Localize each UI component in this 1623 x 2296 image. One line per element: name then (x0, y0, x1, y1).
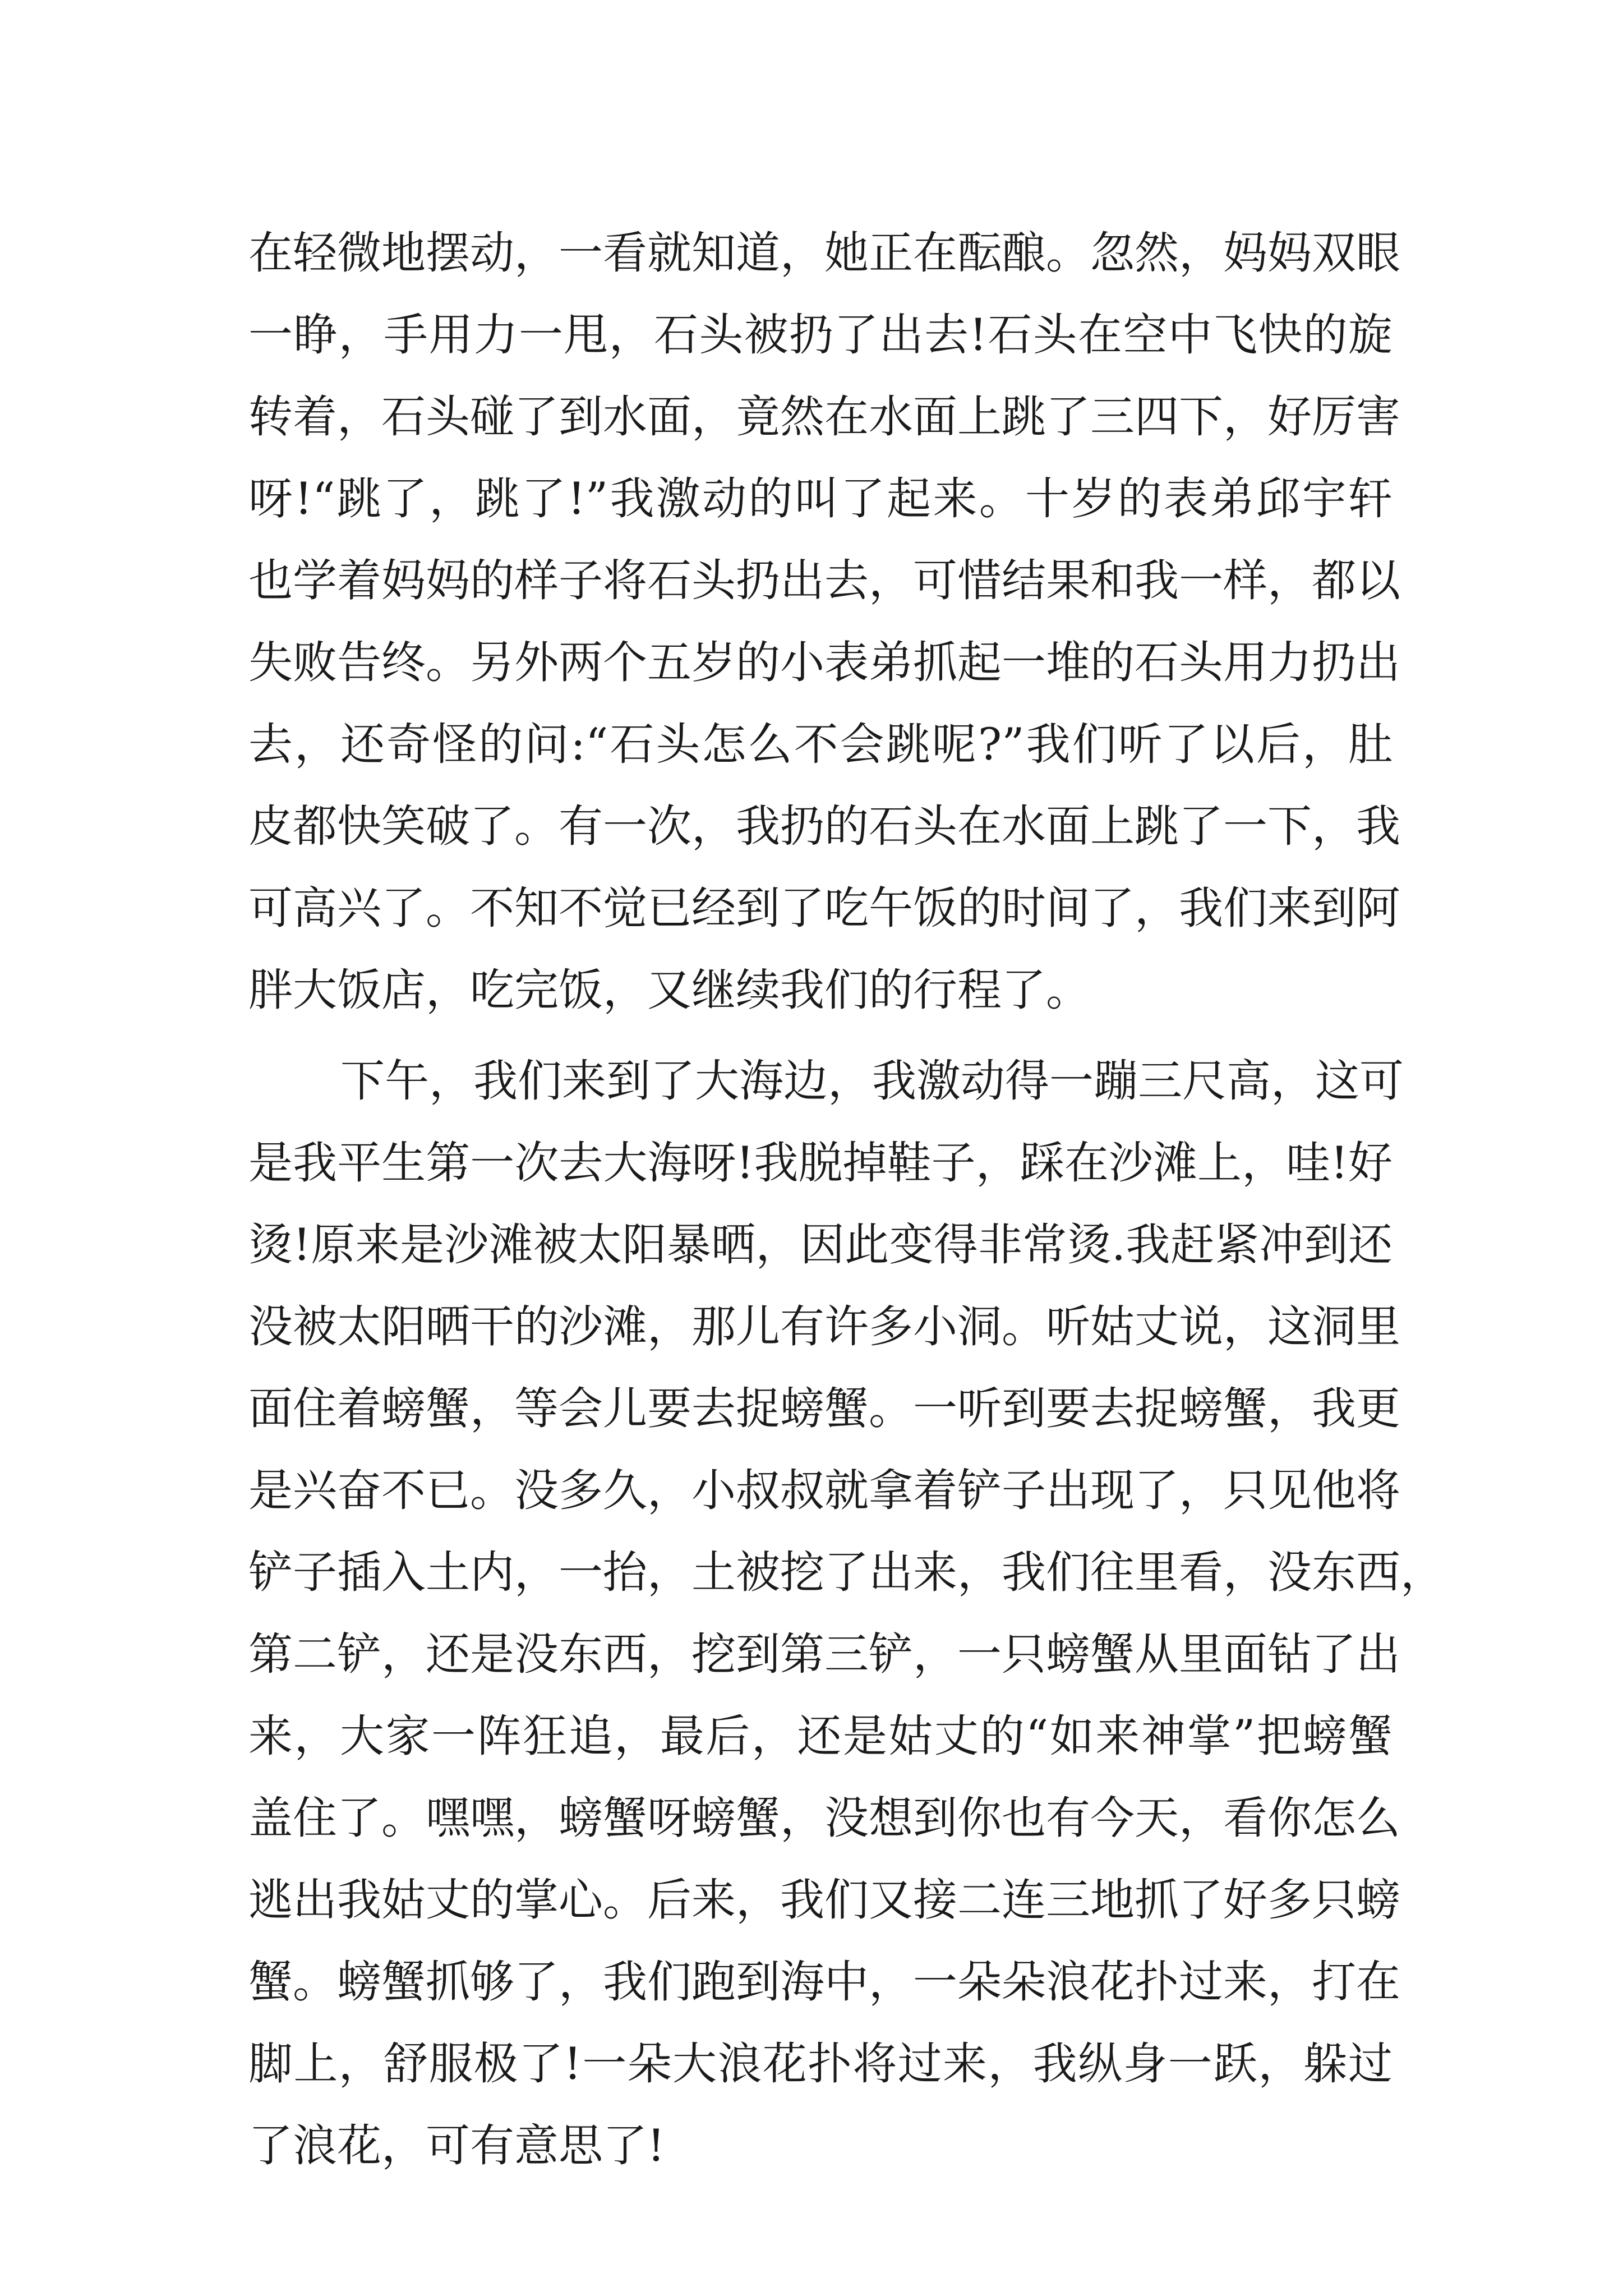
document-body (248, 212, 1445, 2187)
text-line: 是我平生第一次去大海呀!我脱掉鞋子，踩在沙滩上，哇!好 (248, 1137, 1393, 1189)
text-line: 也学着妈妈的样子将石头扔出去，可惜结果和我一样，都以 (248, 555, 1400, 606)
text-line: 逃出我姑丈的掌心。后来，我们又接二连三地抓了好多只螃 (248, 1874, 1400, 1926)
text-line: 胖大饭店，吃完饭，又继续我们的行程了。 (248, 964, 1090, 1016)
text-line: 了浪花，可有意思了! (248, 2120, 665, 2171)
text-line: 一睁，手用力一甩，石头被扔了出去!石头在空中飞快的旋 (248, 309, 1393, 361)
paragraph-2 (248, 1040, 1445, 2187)
text-line: 失败告终。另外两个五岁的小表弟抓起一堆的石头用力扔出 (248, 637, 1400, 688)
text-line: 转着，石头碰了到水面，竟然在水面上跳了三四下，好厉害 (248, 391, 1400, 443)
text-line: 盖住了。嘿嘿，螃蟹呀螃蟹，没想到你也有今天，看你怎么 (248, 1792, 1400, 1844)
paragraph-spacer (248, 1031, 1393, 1040)
text-line: 第二铲，还是没东西，挖到第三铲，一只螃蟹从里面钻了出 (248, 1628, 1400, 1680)
text-line: 蟹。螃蟹抓够了，我们跑到海中，一朵朵浪花扑过来，打在 (248, 1956, 1400, 2008)
text-line: 是兴奋不已。没多久，小叔叔就拿着铲子出现了，只见他将 (248, 1465, 1400, 1516)
text-line: 呀!“跳了，跳了!”我激动的叫了起来。十岁的表弟邱宇轩 (248, 473, 1393, 524)
text-line: 脚上，舒服极了!一朵大浪花扑将过来，我纵身一跃，躲过 (248, 2038, 1393, 2090)
text-line: 可高兴了。不知不觉已经到了吃午饭的时间了，我们来到阿 (248, 882, 1400, 934)
text-line: 下午，我们来到了大海边，我激动得一蹦三尺高，这可 (340, 1055, 1404, 1107)
text-line: 烫!原来是沙滩被太阳暴晒，因此变得非常烫.我赶紧冲到还 (248, 1219, 1393, 1271)
text-line: 来，大家一阵狂追，最后，还是姑丈的“如来神掌”把螃蟹 (248, 1710, 1393, 1762)
text-line: 面住着螃蟹，等会儿要去捉螃蟹。一听到要去捉螃蟹，我更 (248, 1383, 1400, 1434)
paragraph-1 (248, 212, 1400, 1031)
text-line: 在轻微地摆动，一看就知道，她正在酝酿。忽然，妈妈双眼 (248, 227, 1400, 279)
text-line: 皮都快笑破了。有一次，我扔的石头在水面上跳了一下，我 (248, 800, 1400, 852)
text-line: 去，还奇怪的问:“石头怎么不会跳呢?”我们听了以后，肚 (248, 719, 1393, 770)
text-line: 没被太阳晒干的沙滩，那儿有许多小洞。听姑丈说，这洞里 (248, 1301, 1400, 1352)
text-line: 铲子插入土内，一抬，土被挖了出来，我们往里看，没东西， (248, 1547, 1445, 1598)
